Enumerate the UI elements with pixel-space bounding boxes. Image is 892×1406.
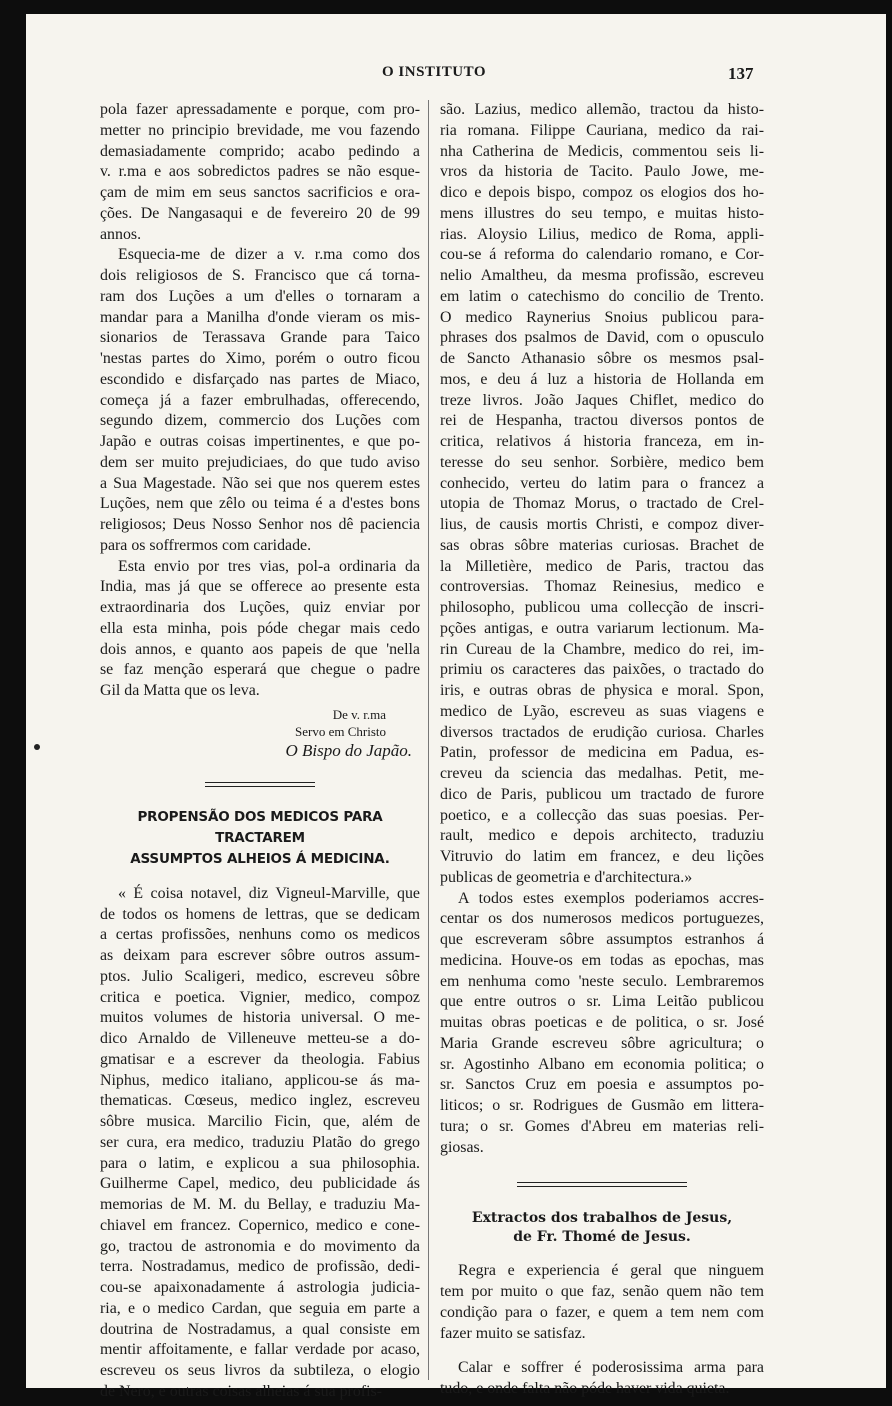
article-text-right xyxy=(440,100,764,1158)
text-line: lius, de causis mortis Christi, e compoz diver- xyxy=(440,516,764,533)
text-line: memorias de M. M. du Bellay, e traduziu Ma- xyxy=(100,1196,420,1213)
text-line: sionarios de Terassava Grande para Taico xyxy=(100,329,420,347)
text-line: começa já a fazer embrulhadas, offerecendo, xyxy=(100,391,420,409)
text-line: go, tractou de astronomia e do movimento da xyxy=(100,1237,420,1255)
text-line: que entre outros o sr. Lima Leitão publicou xyxy=(440,993,764,1011)
text-line: rei de Hespanha, tractou diversos pontos de xyxy=(440,412,764,430)
text-line: de Sancto Athanasio sôbre os mesmos psal- xyxy=(440,350,764,367)
spacer xyxy=(440,1247,764,1261)
text-line: Regra e experiencia é geral que ninguem xyxy=(458,1262,764,1280)
text-line: se faz menção esperará que chegue o padre xyxy=(100,661,420,679)
text-line: as deixam para escrever sôbre outros assum- xyxy=(100,947,420,964)
text-line: nha Catherina de Medicis, commentou seis li- xyxy=(440,142,764,160)
text-line: Calar e soffrer é poderosissima arma para xyxy=(458,1359,764,1377)
text-line: em nenhuma como 'neste seculo. Lembraremos xyxy=(440,972,764,990)
text-line: segundo dizem, commercio dos Luções com xyxy=(100,412,420,430)
text-line: religiosos; Deus Nosso Senhor nos dê paciencia xyxy=(100,516,420,533)
text-line: são. Lazius, medico allemão, tractou da histo- xyxy=(440,101,764,118)
text-line: Japão e outras coisas impertinentes, e que po- xyxy=(100,433,420,450)
text-line: India, mas já que se offerece ao presente esta xyxy=(100,578,420,596)
text-line: sr. Agostinho Albano em economia politica; o xyxy=(440,1055,764,1073)
text-line: para o latim, e explicou a sua philosophia. xyxy=(100,1154,420,1172)
text-line: rias. Aloysio Lilius, medico de Roma, appli- xyxy=(440,225,764,243)
text-line: centar os dos numerosos medicos portuguezes, xyxy=(440,910,764,928)
text-line: Niphus, medico italiano, applicou-se ás ma- xyxy=(100,1071,420,1089)
text-line: dois religiosos de S. Francisco que cá torna- xyxy=(100,267,420,284)
text-line: creveu da sciencia das medalhas. Petit, me- xyxy=(440,765,764,782)
text-line: a Sua Magestade. Não sei que nos querem estes xyxy=(100,474,420,492)
text-line: mandar para a Manilha d'onde vieram os mis- xyxy=(100,308,420,326)
text-line: « É coisa notavel, diz Vigneul-Marville, que xyxy=(118,884,420,902)
text-line: ria, e o medico Cardan, que seguia em parte a xyxy=(100,1299,420,1317)
left-column xyxy=(100,100,420,1403)
text-line: teresse do seu senhor. Sorbière, medico bem xyxy=(440,453,764,471)
text-line: dico Arnaldo de Villeneuve metteu-se a do- xyxy=(100,1030,420,1047)
text-line: ella esta minha, pois póde chegar mais cedo xyxy=(100,619,420,637)
text-line: ser cura, era medico, traduziu Platão do grego xyxy=(100,1133,420,1151)
text-line: cou-se apaixonadamente á astrologia judicia- xyxy=(100,1279,420,1296)
text-line: dico e depois bispo, compoz os elogios dos ho- xyxy=(440,184,764,201)
text-line: pola fazer apressadamente e porque, com pro- xyxy=(100,101,420,118)
text-line: publicas de geometria e d'architectura.» xyxy=(440,868,693,886)
text-line: de Nero, e outras coisas alheias á sua profis- xyxy=(100,1382,382,1400)
signoff-salutation: De v. r.ma xyxy=(332,706,386,722)
extracts-heading-line-2: de Fr. Thomé de Jesus. xyxy=(513,1229,691,1246)
text-line: em latim o catechismo do concilio de Trento. xyxy=(440,287,764,305)
text-line: Gil da Matta que os leva. xyxy=(100,682,260,699)
section-rule xyxy=(205,782,315,787)
text-line: liticos; o sr. Rodrigues de Gusmão em littera- xyxy=(440,1097,764,1114)
text-line: tura; o sr. Gomes d'Abreu em materias reli- xyxy=(440,1117,764,1135)
text-line: para os soffrermos com caridade. xyxy=(100,536,312,554)
newspaper-page xyxy=(26,14,886,1400)
text-line: mentir affoitamente, e fallar verdade por acaso, xyxy=(100,1341,420,1359)
text-line: fazer muito se satisfaz. xyxy=(440,1324,586,1342)
text-line: Luções, nem que zêlo ou teima é a d'estes bons xyxy=(100,495,420,513)
text-line: de todos os homens de lettras, que se dedicam xyxy=(100,905,420,923)
text-line: escondido e disfarçado nas partes de Miaco, xyxy=(100,370,420,388)
text-line: tem por muito o que faz, senão quem não tem xyxy=(440,1283,764,1300)
text-line: terra. Nostradamus, medico de profissão, dedi- xyxy=(100,1258,420,1276)
signoff-author: O Bispo do Japão. xyxy=(285,740,412,760)
text-line: çam de mim em seus sanctos sacrificios e ora- xyxy=(100,184,420,201)
text-line: primiu os caracteres das paixões, o tractado do xyxy=(440,661,764,679)
text-line: phrases dos psalmos de David, com o opusculo xyxy=(440,329,764,347)
page-number: 137 xyxy=(728,64,754,83)
text-line: metter no principio brevidade, me vou fazendo xyxy=(100,121,420,139)
text-line: cou-se á reforma do calendario romano, e Cor- xyxy=(440,246,764,264)
text-line: ria romana. Filippe Cauriana, medico da rai- xyxy=(440,121,764,139)
article-text-left xyxy=(100,884,420,1403)
text-line: diversos tractados de erudição curiosa. Charles xyxy=(440,723,764,741)
article-heading-line-1: PROPENSÃO DOS MEDICOS PARA TRACTAREM xyxy=(137,808,383,846)
text-line: mens illustres do seu tempo, e muitas histo- xyxy=(440,204,764,222)
text-line: Vitruvio do latim em francez, e deu lições xyxy=(440,848,764,865)
text-line: sôbre musica. Marcilio Ficin, que, além de xyxy=(100,1113,420,1130)
text-line: Guilherme Capel, medico, deu publicidade ás xyxy=(100,1175,420,1193)
text-line: medicina. Houve-os em todas as epochas, mas xyxy=(440,951,764,969)
text-line: philosopho, publicou uma collecção de inscri- xyxy=(440,599,764,616)
text-line: critica, relativos á historia franceza, em in- xyxy=(440,433,764,450)
letter-text xyxy=(100,100,420,702)
text-line: poetico, e a collecção das suas poesias. Per- xyxy=(440,806,764,824)
text-line: treze livros. João Jaques Chiflet, medico do xyxy=(440,391,764,409)
text-line: conhecido, verteu do latim para o francez a xyxy=(440,474,764,492)
text-line: dem ser muito prejudiciaes, do que tudo aviso xyxy=(100,453,420,471)
column-divider xyxy=(428,100,429,1380)
extracts-heading-line-1: Extractos dos trabalhos de Jesus, xyxy=(471,1210,733,1227)
section-rule xyxy=(517,1182,687,1187)
running-title: O INSTITUTO xyxy=(382,64,487,80)
text-line: medico de Lyão, escreveu as suas viagens e xyxy=(440,702,764,720)
text-line: rin Cureau de la Chambre, medico do rei, im- xyxy=(440,640,764,658)
text-line: Esta envio por tres vias, pol-a ordinaria da xyxy=(118,557,420,575)
extracts-text xyxy=(440,1261,764,1400)
text-line: controversias. Thomaz Reinesius, medico e xyxy=(440,578,764,596)
text-line: rault, medico e depois architecto, traduziu xyxy=(440,827,764,845)
spacer xyxy=(100,870,420,884)
text-line: condição para o fazer, e quem a tem nem com xyxy=(440,1303,764,1321)
text-line: Patin, professor de medicina em Padua, es- xyxy=(440,744,764,762)
text-line: utopia de Thomaz Morus, o tractado de Crel- xyxy=(440,495,764,513)
text-line: tudo, e onde falta não póde haver vida quieta. xyxy=(440,1380,730,1397)
text-line: critica e poetica. Vignier, medico, compoz xyxy=(100,988,420,1006)
text-line: dico de Paris, publicou um tractado de furore xyxy=(440,785,764,803)
text-line: Esquecia-me de dizer a v. r.ma como dos xyxy=(118,246,420,264)
text-line: 'nestas partes do Ximo, porém o outro ficou xyxy=(100,350,420,367)
text-line: Maria Grande escreveu sôbre agricultura; o xyxy=(440,1034,764,1052)
text-line: vros da historia de Tacito. Paulo Jowe, me- xyxy=(440,163,764,181)
text-line: A todos estes exemplos poderiamos accres- xyxy=(458,889,764,907)
text-line: giosas. xyxy=(440,1138,484,1156)
text-line: sas obras sôbre materias curiosas. Brachet de xyxy=(440,536,764,554)
text-line: v. r.ma e aos sobredictos padres se não esque- xyxy=(100,163,420,181)
text-line: thematicas. Cœseus, medico inglez, escreveu xyxy=(100,1092,420,1110)
text-line: gmatisar e a escrever da theologia. Fabius xyxy=(100,1050,420,1068)
text-line: pções antigas, e outra variarum lectionum. Ma- xyxy=(440,619,764,637)
text-line: ram dos Luções a um d'elles o tornaram a xyxy=(100,287,420,305)
text-line: chiavel em francez. Copernico, medico e cone- xyxy=(100,1216,420,1234)
text-line: la Milletière, medico de Paris, tractou das xyxy=(440,557,764,575)
text-line: a certas profissões, nenhuns como os medicos xyxy=(100,926,420,944)
text-line: demasiadamente comprido; acabo pedindo a xyxy=(100,142,420,160)
page-header xyxy=(26,64,886,88)
text-line: annos. xyxy=(100,225,142,243)
text-line: sr. Sanctos Cruz em poesia e assumptos po- xyxy=(440,1076,764,1094)
text-line: ptos. Julio Scaligeri, medico, escreveu sôbre xyxy=(100,967,420,985)
article-heading-line-2: ASSUMPTOS ALHEIOS Á MEDICINA. xyxy=(130,850,390,867)
text-line: mos, e deu á luz a historia de Hollanda em xyxy=(440,370,764,388)
right-column xyxy=(440,100,764,1400)
text-line: muitos volumes de historia universal. O me- xyxy=(100,1009,420,1027)
text-line: extraordinaria dos Luções, quiz enviar por xyxy=(100,599,420,616)
text-line: doutrina de Nostradamus, a qual consiste em xyxy=(100,1320,420,1338)
text-line: escreveu os seus livros da subtileza, o elogio xyxy=(100,1362,420,1379)
text-line: muitas obras poeticas e de politica, o sr. José xyxy=(440,1014,764,1031)
text-line: dois annos, e quanto aos papeis de que 'nella xyxy=(100,640,420,658)
text-line: O medico Raynerius Snoius publicou para- xyxy=(440,308,764,326)
text-line: iris, e outras obras de physica e moral. Spon, xyxy=(440,682,764,699)
text-line: que escreveram sôbre assumptos estranhos á xyxy=(440,931,764,948)
signoff-servant: Servo em Christo xyxy=(295,723,386,739)
text-line: ções. De Nangasaqui e de fevereiro 20 de 99 xyxy=(100,204,420,222)
margin-mark xyxy=(34,744,40,750)
text-line: nelio Amaltheu, da mesma profissão, escreveu xyxy=(440,267,764,284)
